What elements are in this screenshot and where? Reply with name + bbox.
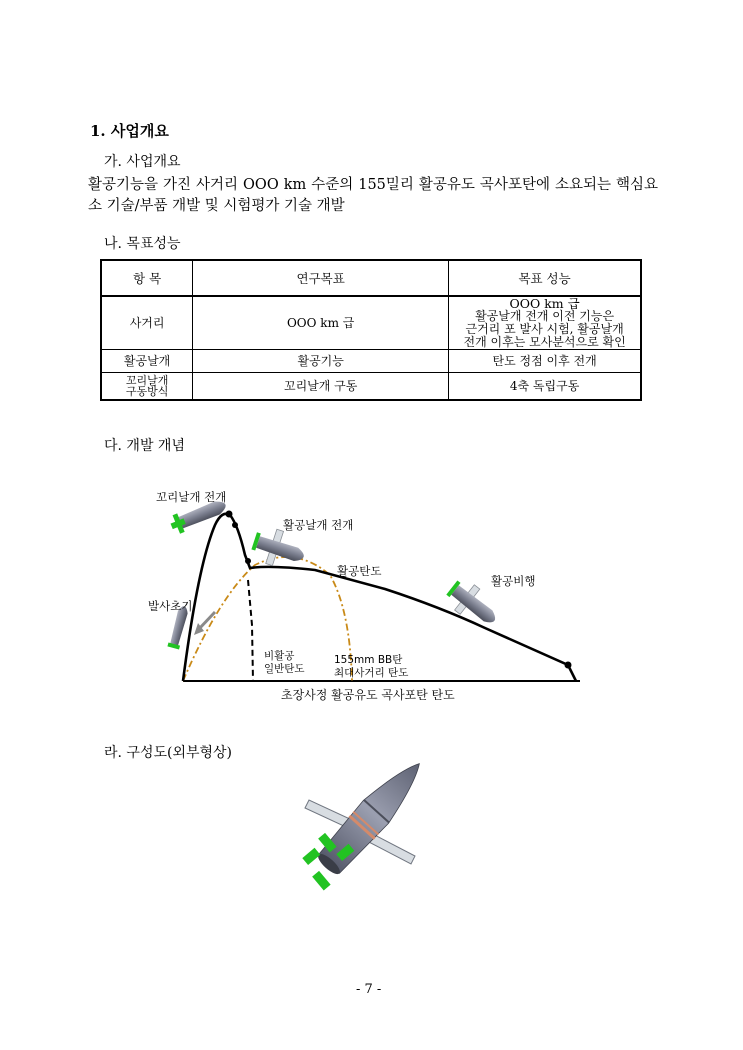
- label-glide-trajectory: 활공탄도: [337, 564, 382, 578]
- header-performance: 목표 성능: [449, 260, 641, 296]
- target-performance-table: [100, 259, 642, 401]
- cell-item: 사거리: [101, 296, 193, 350]
- label-line: 일반탄도: [264, 663, 305, 675]
- table-row: [101, 373, 641, 401]
- cell-line: 활공날개 전개 이전 기능은: [475, 309, 615, 323]
- cell-goal: 활공기능: [193, 350, 449, 373]
- header-goal: 연구목표: [193, 260, 449, 296]
- subheading-overview: 가. 사업개요: [104, 154, 181, 170]
- cell-item: 활공날개: [101, 350, 193, 373]
- apex-point: [226, 511, 233, 518]
- table-row: [101, 350, 641, 373]
- tail-deploy-point: [232, 522, 238, 528]
- cell-item: [101, 373, 193, 401]
- overview-paragraph: 활공기능을 가진 사거리 OOO km 수준의 155밀리 활공유도 곡사포탄에 소요되는 핵심요소 기술/부품 개발 및 시험평가 기술 개발: [88, 177, 658, 214]
- cell-goal: 꼬리날개 구동: [193, 373, 449, 401]
- external-shape-figure: [295, 760, 445, 900]
- label-line: 155mm BB탄: [334, 654, 403, 666]
- section-heading: 1. 사업개요: [90, 122, 169, 140]
- label-launch: 발사초기: [148, 599, 193, 613]
- label-line: 최대사거리 탄도: [334, 667, 409, 679]
- label-bb-round: [334, 654, 408, 680]
- cell-line: 근거리 포 발사 시험, 활공날개: [465, 322, 624, 336]
- cell-line: 구동방식: [125, 385, 169, 398]
- terminal-point: [565, 662, 572, 669]
- label-glide-flight: 활공비행: [491, 574, 536, 588]
- page-number: - 7 -: [356, 982, 382, 997]
- header-item: 항 목: [101, 260, 193, 296]
- table-row: [101, 296, 641, 350]
- label-tail-deploy: 꼬리날개 전개: [156, 490, 227, 504]
- label-non-glide: [264, 650, 305, 676]
- cell-line: 전개 이후는 모사분석으로 확인: [463, 335, 626, 349]
- cell-line: 꼬리날개: [125, 374, 169, 387]
- label-glide-deploy: 활공날개 전개: [283, 518, 354, 532]
- subheading-configuration: 라. 구성도(외부형상): [104, 745, 233, 761]
- wing-deploy-point: [245, 558, 251, 564]
- label-line: 비활공: [264, 650, 295, 662]
- cell-line: OOO km 급: [509, 296, 580, 311]
- cell-performance: 4축 독립구동: [449, 373, 641, 401]
- subheading-development-concept: 다. 개발 개념: [104, 438, 185, 454]
- cell-goal: OOO km 급: [193, 296, 449, 350]
- cell-performance: [449, 296, 641, 350]
- figure-caption: 초장사정 활공유도 곡사포탄 탄도: [281, 688, 455, 702]
- cell-performance: 탄도 정점 이후 전개: [449, 350, 641, 373]
- subheading-target-performance: 나. 목표성능: [104, 236, 181, 252]
- non-glide-trajectory-curve: [248, 580, 253, 681]
- table-header-row: [101, 260, 641, 296]
